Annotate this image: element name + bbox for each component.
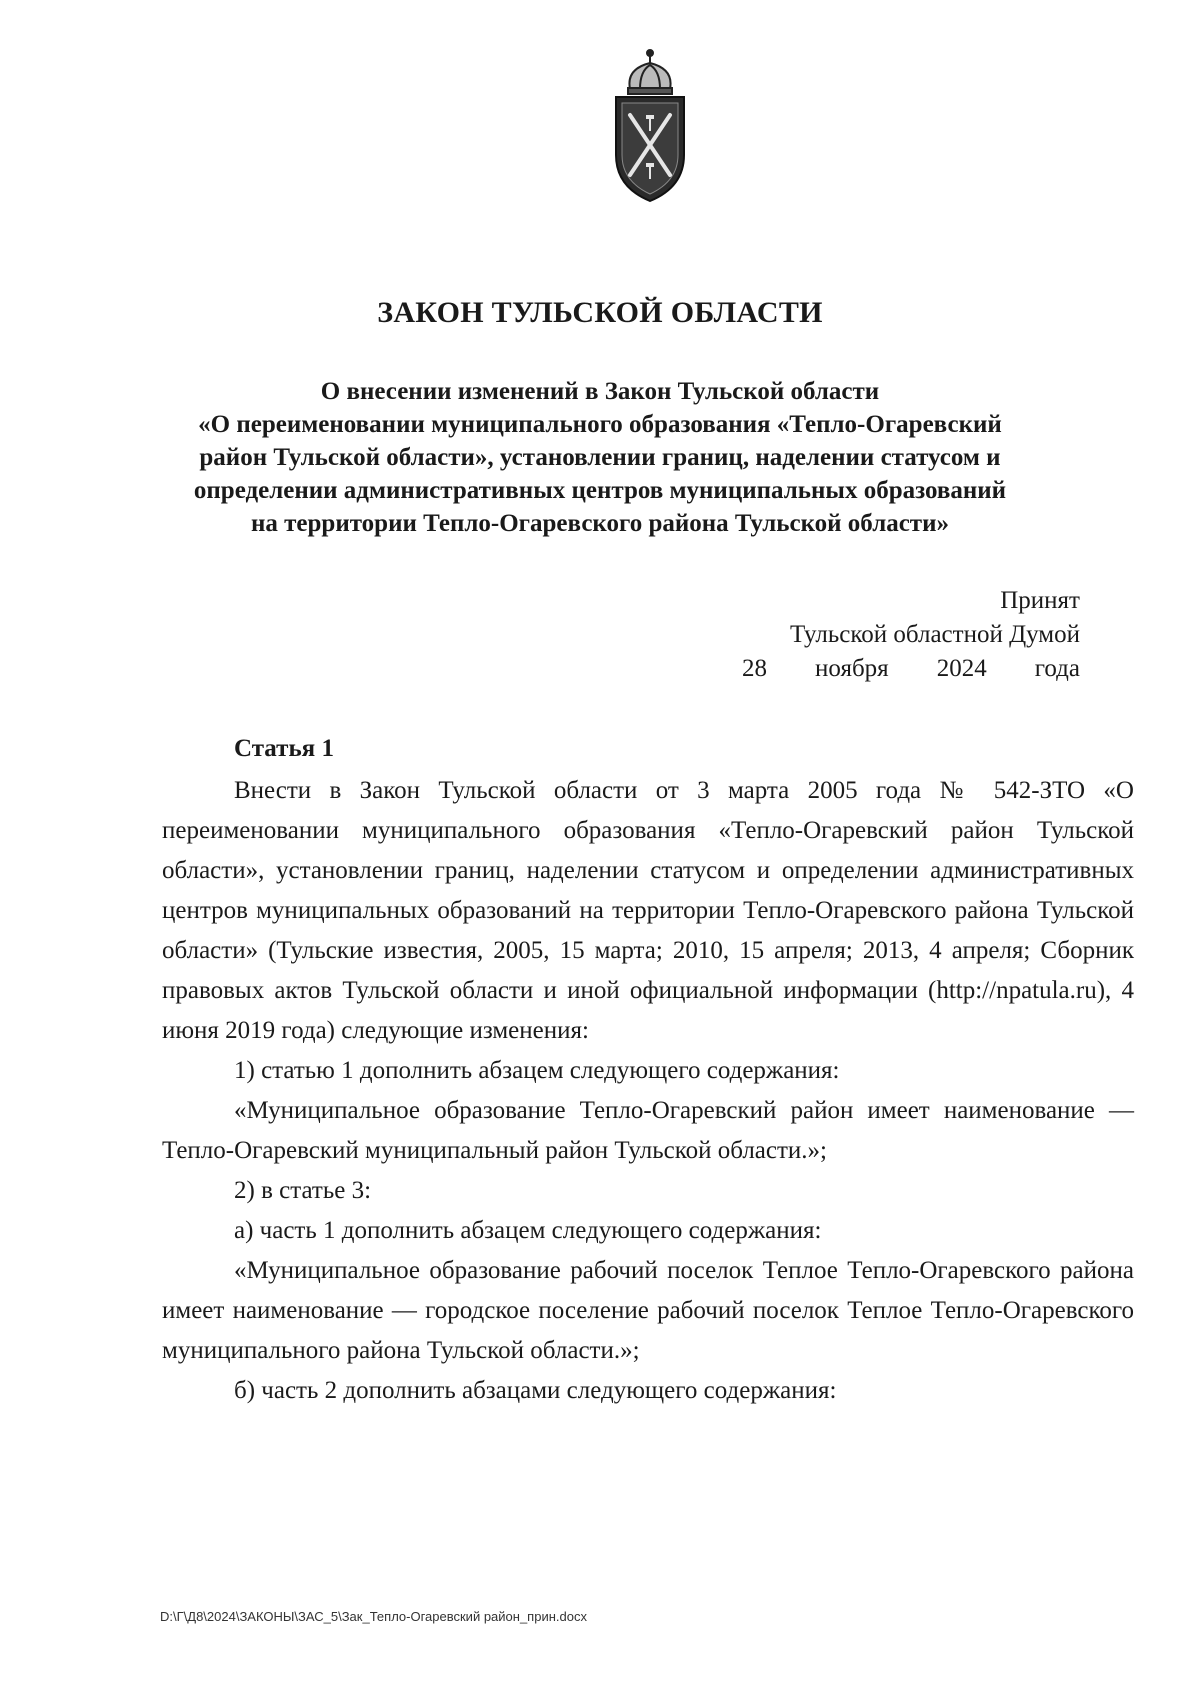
subtitle-line: определении административных центров муниципальных образований [193,477,1007,504]
subtitle-line: район Тульской области», установлении границ, наделении статусом и [199,444,1001,471]
subtitle-line: «О переименовании муниципального образования «Тепло-Огаревский [198,411,1002,438]
adoption-line: Принят [1000,587,1080,614]
law-title: ЗАКОН ТУЛЬСКОЙ ОБЛАСТИ [377,296,823,329]
adoption-day: 28 [742,655,767,682]
article-1 [162,729,1134,1411]
law-subtitle [160,375,1040,540]
adoption-block [742,584,1080,686]
file-path-footer: D:\Г\Д8\2024\ЗАКОНЫ\ЗАС_5\Зак_Тепло-Огаревский район_прин.docx [160,1609,587,1624]
adoption-line: Тульской областной Думой [789,621,1080,648]
article-paragraph: Внести в Закон Тульской области от 3 марта 2005 года № 542-ЗТО «О переименовании муниципального образования «Тепло-Огаревский район Тульской области», установлении границ, наделении статусом и определении административных центров муниципальных образований на территории Тепло-Огаревского района Тульской области» (Тульские известия, 2005, 15 марта; 2010, 15 апреля; 2013, 4 апреля; Сборник правовых актов Тульской области и иной официальной информации (http://npatula.ru), 4 июня 2019 года) следующие изменения: [162,777,1134,1044]
adoption-year-word: года [1034,655,1080,682]
article-paragraph: «Муниципальное образование рабочий поселок Теплое Тепло-Огаревского района имеет наименование — городское поселение рабочий поселок Теплое Тепло-Огаревского муниципального района Тульской области.»; [162,1257,1134,1364]
article-paragraph: 2) в статье 3: [234,1177,372,1204]
article-heading: Статья 1 [234,735,334,762]
article-paragraph: «Муниципальное образование Тепло-Огаревский район имеет наименование — Тепло-Огаревский муниципальный район Тульской области.»; [162,1097,1134,1164]
article-paragraph: 1) статью 1 дополнить абзацем следующего содержания: [234,1057,840,1084]
subtitle-line: О внесении изменений в Закон Тульской области [320,378,880,405]
adoption-year: 2024 [936,655,987,682]
article-paragraph: а) часть 1 дополнить абзацем следующего содержания: [234,1217,822,1244]
adoption-date [742,652,1080,686]
tula-coat-of-arms-icon [596,45,704,205]
adoption-month: ноября [815,655,889,682]
article-paragraph: б) часть 2 дополнить абзацами следующего содержания: [234,1377,837,1404]
subtitle-line: на территории Тепло-Огаревского района Тульской области» [250,510,949,537]
